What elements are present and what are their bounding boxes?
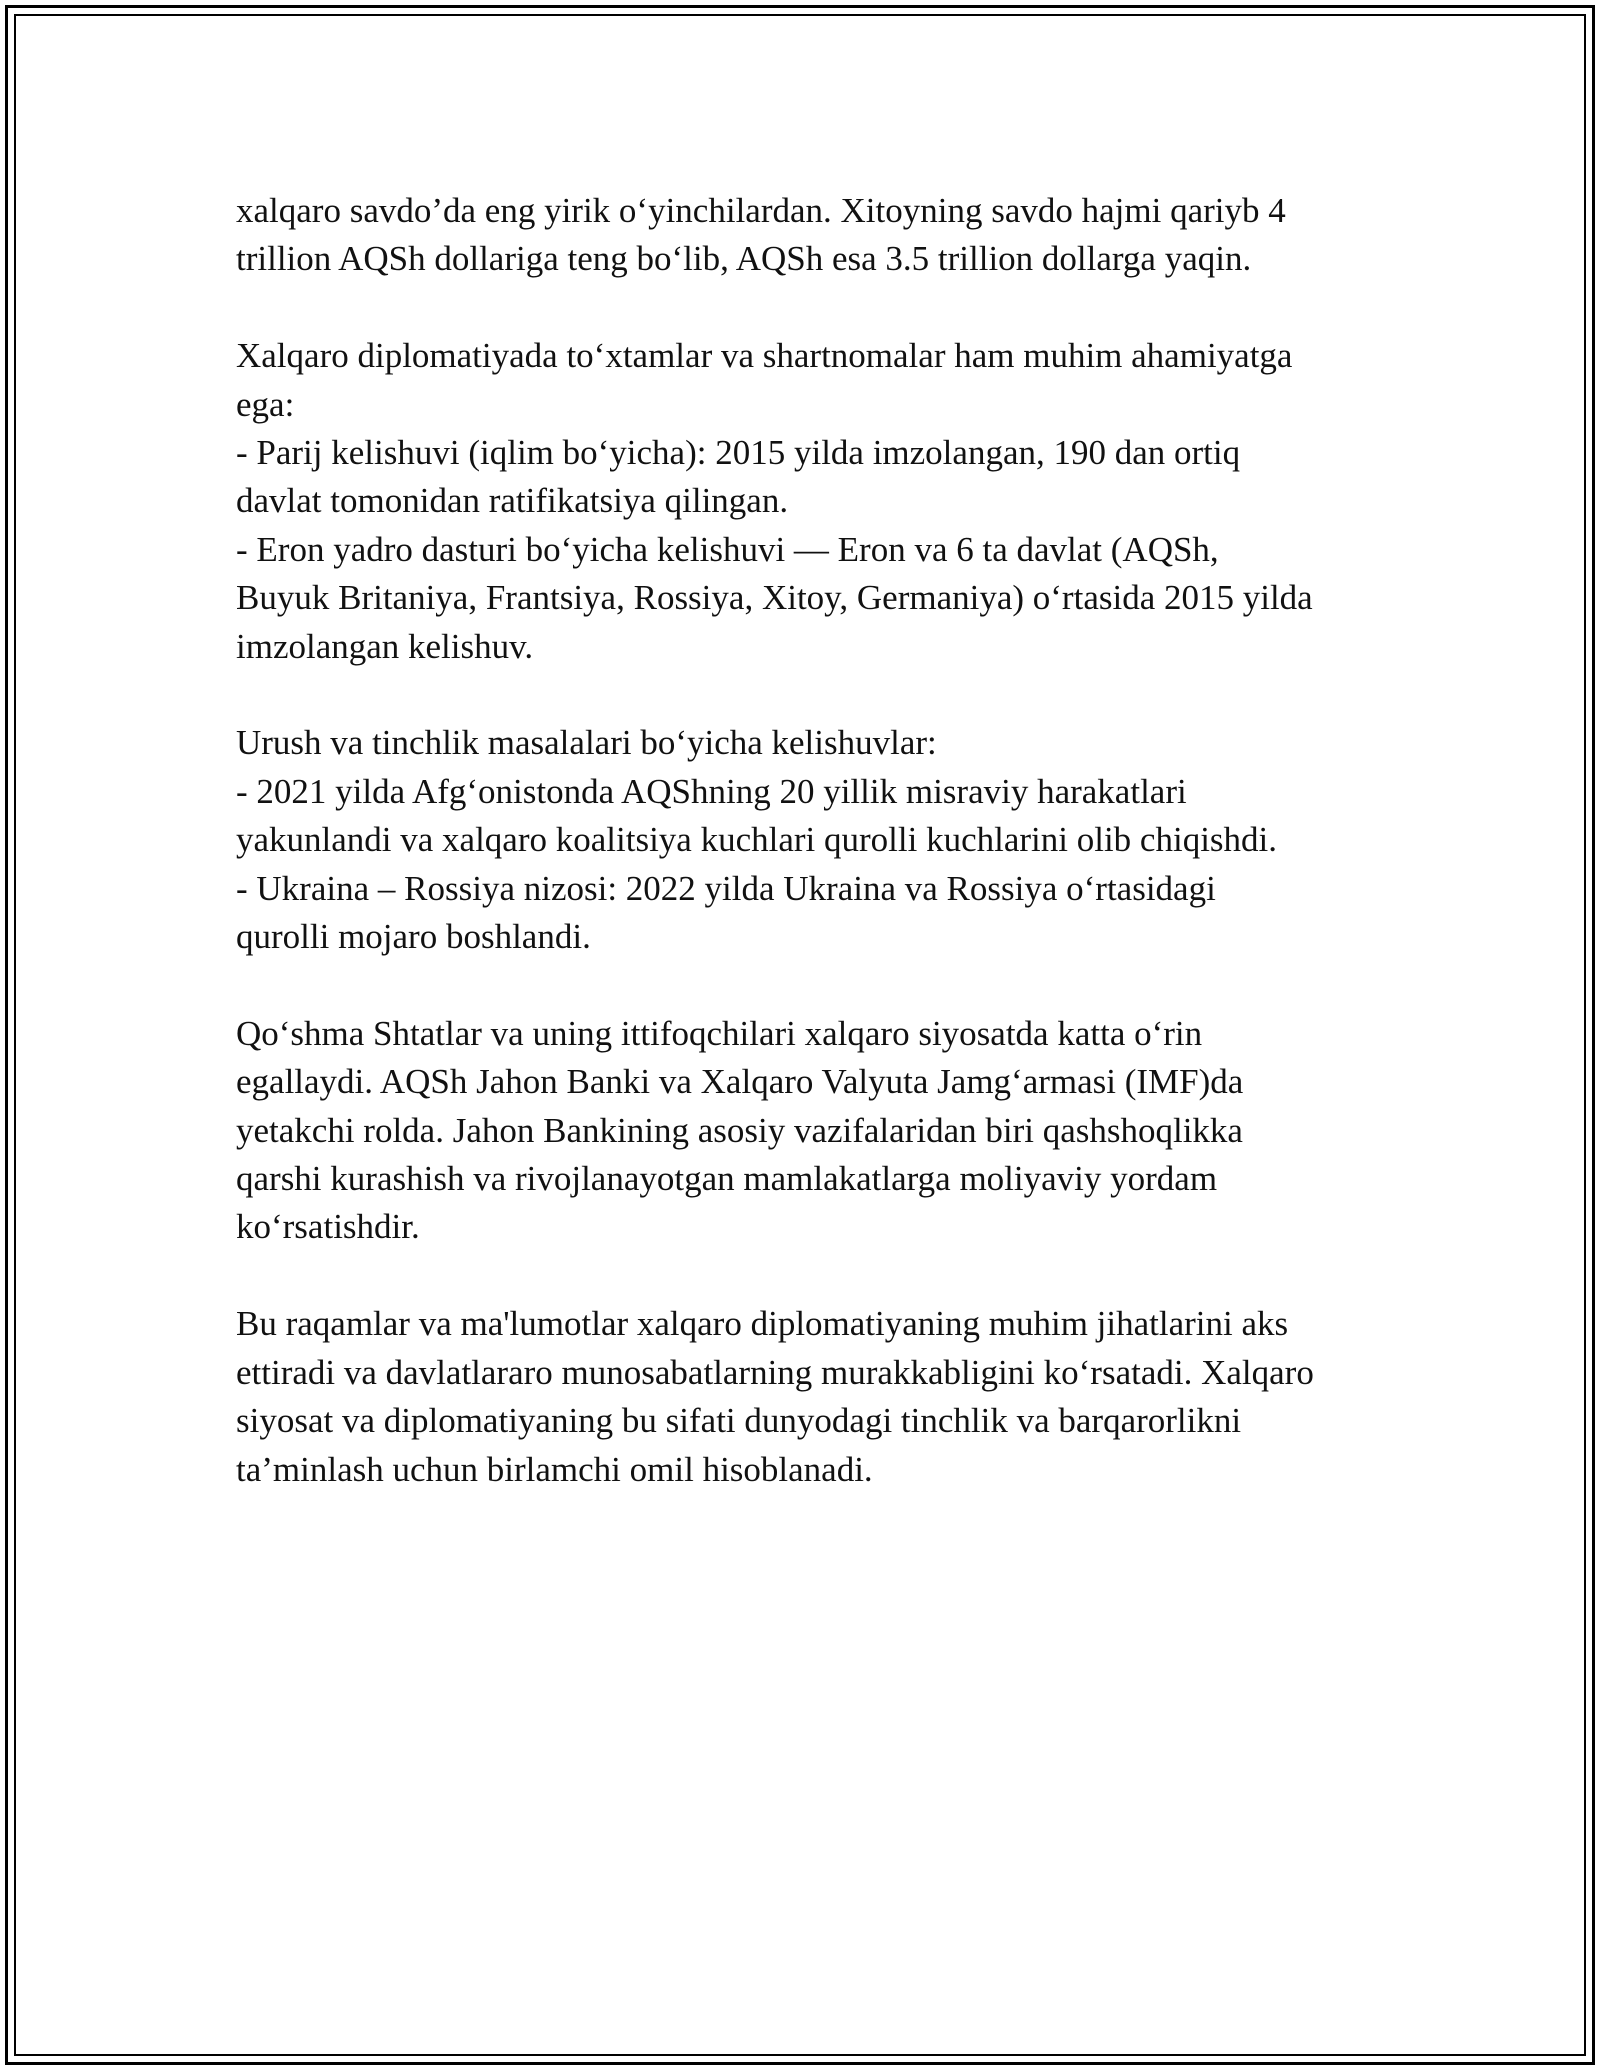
document-body (236, 187, 1376, 1542)
paragraph-agreements (236, 332, 1376, 671)
text-line: Buyuk Britaniya, Frantsiya, Rossiya, Xitoy, Germaniya) o‘rtasida 2015 yilda (236, 578, 1313, 618)
list-item-iran-deal: - Eron yadro dasturi bo‘yicha kelishuvi — Eron va 6 ta davlat (AQSh, (236, 529, 1219, 569)
text-line: Qo‘shma Shtatlar va uning ittifoqchilari xalqaro siyosatda katta o‘rin (236, 1013, 1203, 1053)
text-line: yetakchi rolda. Jahon Bankining asosiy vazifalaridan biri qashshoqlikka (236, 1110, 1243, 1150)
text-line: ko‘rsatishdir. (236, 1207, 420, 1247)
text-line: imzolangan kelishuv. (236, 626, 534, 666)
paragraph-trade-volume (236, 187, 1376, 284)
text-line: qurolli mojaro boshlandi. (236, 917, 591, 957)
text-line: qarshi kurashish va rivojlanayotgan mamlakatlarga moliyaviy yordam (236, 1159, 1218, 1199)
paragraph-usa-allies (236, 1010, 1376, 1252)
text-line: Bu raqamlar va ma'lumotlar xalqaro diplomatiyaning muhim jihatlarini aks (236, 1304, 1289, 1344)
text-line: davlat tomonidan ratifikatsiya qilingan. (236, 481, 789, 521)
text-line: Urush va tinchlik masalalari bo‘yicha kelishuvlar: (236, 723, 937, 763)
text-line: egallaydi. AQSh Jahon Banki va Xalqaro Valyuta Jamg‘armasi (IMF)da (236, 1062, 1244, 1102)
text-line: ettiradi va davlatlararo munosabatlarning murakkabligini ko‘rsatadi. Xalqaro (236, 1352, 1314, 1392)
text-line: xalqaro savdo’da eng yirik o‘yinchilardan. Xitoyning savdo hajmi qariyb 4 (236, 191, 1286, 230)
text-line: ega: (236, 384, 295, 424)
paragraph-conclusion (236, 1300, 1376, 1494)
text-line: siyosat va diplomatiyaning bu sifati dunyodagi tinchlik va barqarorlikni (236, 1401, 1242, 1441)
list-item-afghanistan: - 2021 yilda Afg‘onistonda AQShning 20 yillik misraviy harakatlari (236, 771, 1187, 811)
text-line: ta’minlash uchun birlamchi omil hisoblanadi. (236, 1449, 873, 1489)
paragraph-war-and-peace (236, 719, 1376, 961)
list-item-ukraine-russia: - Ukraina – Rossiya nizosi: 2022 yilda Ukraina va Rossiya o‘rtasidagi (236, 868, 1216, 908)
list-item-paris-agreement: - Parij kelishuvi (iqlim bo‘yicha): 2015 yilda imzolangan, 190 dan ortiq (236, 433, 1241, 473)
text-line: Xalqaro diplomatiyada to‘xtamlar va shartnomalar ham muhim ahamiyatga (236, 336, 1293, 376)
text-line: yakunlandi va xalqaro koalitsiya kuchlari qurolli kuchlarini olib chiqishdi. (236, 820, 1278, 860)
text-line: trillion AQSh dollariga teng bo‘lib, AQSh esa 3.5 trillion dollarga yaqin. (236, 239, 1252, 279)
